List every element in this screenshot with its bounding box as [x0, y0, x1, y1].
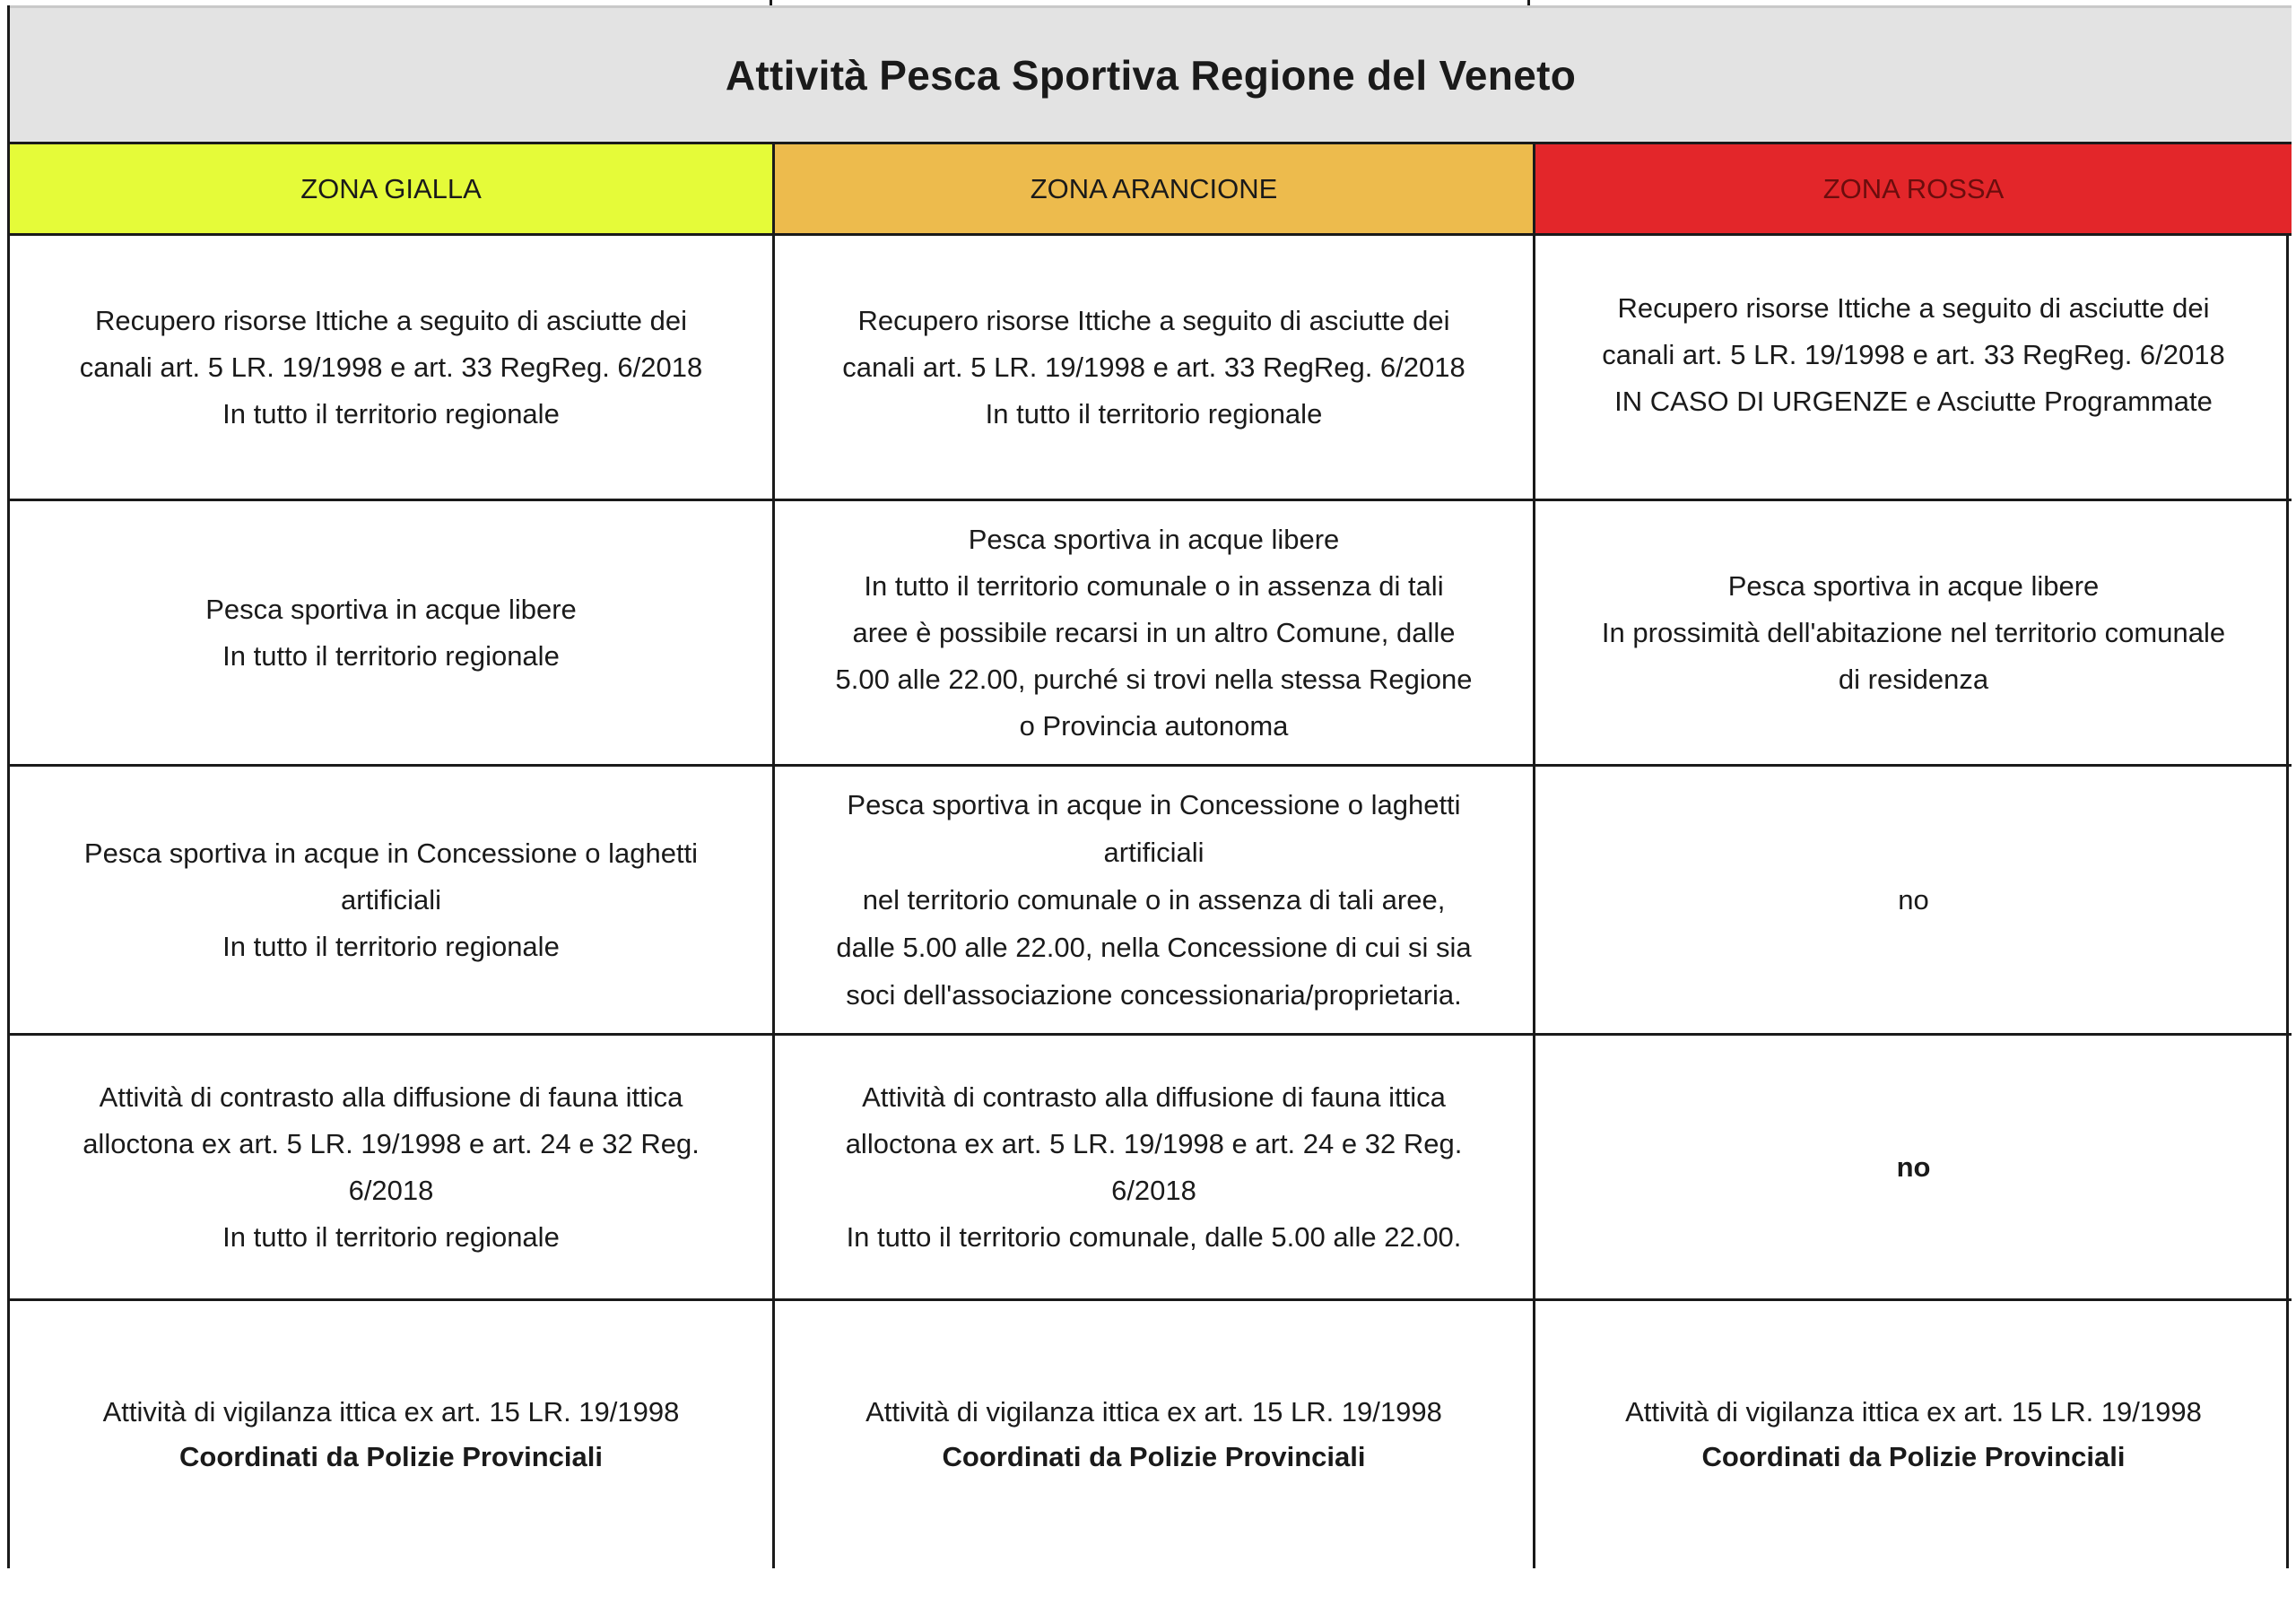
- zone-header-rossa: ZONA ROSSA: [1533, 144, 2292, 236]
- cell-line: no: [1898, 883, 1929, 916]
- cell-concessione-rossa: [1533, 767, 2292, 1036]
- table-title: Attività Pesca Sportiva Regione del Veneto: [10, 5, 2292, 144]
- zone-header-gialla: ZONA GIALLA: [10, 144, 772, 236]
- cell-line: alloctona ex art. 5 LR. 19/1998 e art. 24 e 32 Reg.: [83, 1127, 700, 1159]
- cell-line: Pesca sportiva in acque libere: [205, 593, 577, 625]
- cell-line: Recupero risorse Ittiche a seguito di asciutte dei: [1617, 292, 2210, 324]
- cell-line: canali art. 5 LR. 19/1998 e art. 33 RegReg. 6/2018: [1602, 339, 2225, 370]
- cell-line: Attività di vigilanza ittica ex art. 15 LR. 19/1998: [1625, 1396, 2202, 1428]
- cell-vigilanza-rossa: [1533, 1301, 2292, 1568]
- cell-line: In tutto il territorio regionale: [222, 397, 560, 430]
- cell-line: In tutto il territorio comunale o in assenza di tali: [864, 569, 1444, 602]
- cell-line: Coordinati da Polizie Provinciali: [942, 1441, 1366, 1472]
- cell-line: 5.00 alle 22.00, purché si trovi nella stessa Regione: [835, 663, 1473, 695]
- cell-line: Attività di contrasto alla diffusione di fauna ittica: [862, 1081, 1446, 1113]
- cell-line: Attività di vigilanza ittica ex art. 15 LR. 19/1998: [865, 1396, 1442, 1428]
- cell-line: aree è possibile recarsi in un altro Comune, dalle: [852, 616, 1456, 648]
- cell-line: no: [1896, 1150, 1931, 1183]
- cell-recupero-rossa: [1533, 236, 2292, 501]
- cell-vigilanza-gialla: [10, 1301, 772, 1568]
- regulation-table: [7, 5, 2289, 1568]
- cell-contrasto-rossa: [1533, 1036, 2292, 1301]
- cell-concessione-arancione: [772, 767, 1533, 1036]
- cell-line: In tutto il territorio regionale: [985, 397, 1323, 430]
- cell-line: Recupero risorse Ittiche a seguito di asciutte dei: [95, 304, 687, 336]
- cell-line: dalle 5.00 alle 22.00, nella Concessione di cui si sia: [836, 932, 1472, 963]
- cell-contrasto-arancione: [772, 1036, 1533, 1301]
- cell-recupero-gialla: [10, 236, 772, 501]
- cell-acque-libere-gialla: [10, 501, 772, 767]
- cell-line: Pesca sportiva in acque in Concessione o laghetti: [847, 789, 1461, 820]
- cell-line: In prossimità dell'abitazione nel territorio comunale: [1601, 616, 2226, 648]
- cell-line: Recupero risorse Ittiche a seguito di asciutte dei: [857, 304, 1450, 336]
- cell-recupero-arancione: [772, 236, 1533, 501]
- cell-line: IN CASO DI URGENZE e Asciutte Programmate: [1614, 386, 2213, 417]
- cell-line: alloctona ex art. 5 LR. 19/1998 e art. 24 e 32 Reg.: [845, 1127, 1463, 1159]
- cell-line: canali art. 5 LR. 19/1998 e art. 33 RegReg. 6/2018: [842, 351, 1465, 383]
- cell-line: In tutto il territorio regionale: [222, 639, 560, 672]
- cell-contrasto-gialla: [10, 1036, 772, 1301]
- cell-line: o Provincia autonoma: [1019, 709, 1289, 742]
- zone-header-arancione: ZONA ARANCIONE: [772, 144, 1533, 236]
- cell-vigilanza-arancione: [772, 1301, 1533, 1568]
- cell-line: artificiali: [1103, 837, 1205, 868]
- cell-concessione-gialla: [10, 767, 772, 1036]
- cell-line: Pesca sportiva in acque libere: [1727, 569, 2100, 602]
- cell-line: 6/2018: [348, 1174, 434, 1206]
- cell-acque-libere-arancione: [772, 501, 1533, 767]
- cell-line: Coordinati da Polizie Provinciali: [1701, 1441, 2126, 1472]
- cell-line: In tutto il territorio regionale: [222, 1220, 560, 1253]
- cell-line: Attività di vigilanza ittica ex art. 15 LR. 19/1998: [102, 1396, 680, 1428]
- cell-line: Coordinati da Polizie Provinciali: [179, 1441, 603, 1472]
- cell-line: Pesca sportiva in acque in Concessione o laghetti: [83, 837, 699, 869]
- cell-line: In tutto il territorio comunale, dalle 5.00 alle 22.00.: [846, 1220, 1462, 1253]
- cell-line: 6/2018: [1111, 1174, 1196, 1206]
- cell-line: In tutto il territorio regionale: [222, 930, 560, 962]
- cell-line: nel territorio comunale o in assenza di tali aree,: [862, 884, 1446, 916]
- cell-acque-libere-rossa: [1533, 501, 2292, 767]
- cell-line: Attività di contrasto alla diffusione di fauna ittica: [99, 1081, 683, 1113]
- cell-line: soci dell'associazione concessionaria/proprietaria.: [846, 979, 1462, 1011]
- cell-line: di residenza: [1838, 663, 1989, 695]
- cell-line: Pesca sportiva in acque libere: [968, 523, 1340, 555]
- cell-line: artificiali: [341, 883, 441, 916]
- cell-line: canali art. 5 LR. 19/1998 e art. 33 RegReg. 6/2018: [79, 351, 703, 383]
